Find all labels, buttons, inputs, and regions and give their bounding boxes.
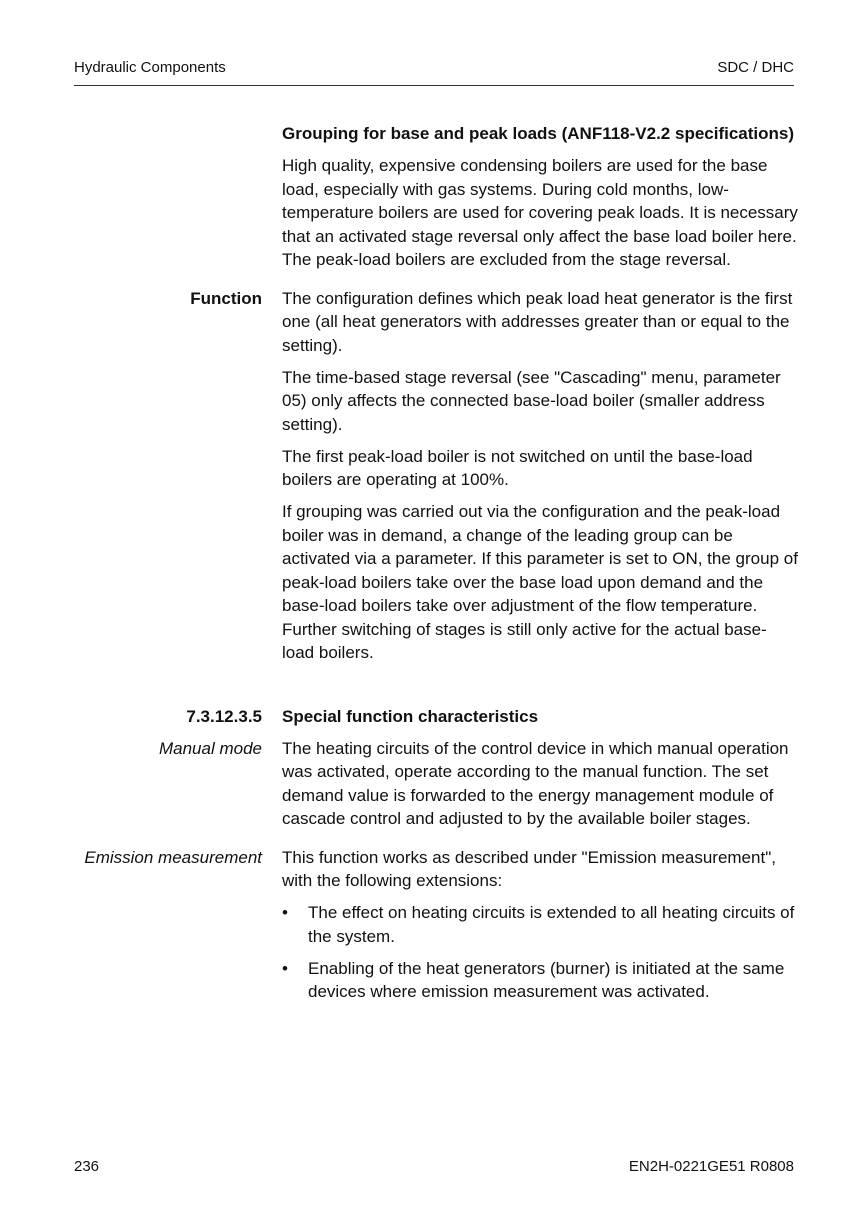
bullet-icon: • bbox=[282, 958, 288, 978]
emission-section bbox=[0, 846, 868, 1004]
manual-mode-label: Manual mode bbox=[158, 738, 262, 758]
page-header bbox=[74, 57, 794, 86]
header-product: SDC / DHC bbox=[717, 59, 794, 76]
list-item bbox=[282, 957, 798, 1004]
section-number: 7.3.12.3.5 bbox=[186, 706, 262, 726]
function-paragraph-1: The configuration defines which peak load heat generator is the first one (all heat generators with addresses greater than or equal to the setting). bbox=[282, 288, 793, 355]
list-item-text: The effect on heating circuits is extended to all heating circuits of the system. bbox=[308, 903, 795, 946]
emission-paragraph: This function works as described under "Emission measurement", with the following extensions: bbox=[282, 847, 776, 890]
emission-bullet-list bbox=[282, 901, 798, 1004]
function-paragraph-4: If grouping was carried out via the configuration and the peak-load boiler was in demand, a change of the leading group can be activated via a parameter. If this parameter is set to ON, the group of peak-load boilers take over the base load upon demand and the base-load boilers take over adjustment of the flow temperature. Further switching of stages is still only active for the actual base-load boilers. bbox=[282, 502, 798, 662]
grouping-paragraph: High quality, expensive condensing boilers are used for the base load, especially with gas systems. During cold months, low-temperature boilers are used for covering peak loads. It is necessary that an activated stage reversal only affect the base load boiler here. The peak-load boilers are excluded from the stage reversal. bbox=[282, 156, 798, 269]
function-paragraph-3: The first peak-load boiler is not switched on until the base-load boilers are operating at 100%. bbox=[282, 446, 753, 489]
section-title: Special function characteristics bbox=[282, 706, 539, 726]
function-paragraph-2: The time-based stage reversal (see "Cascading" menu, parameter 05) only affects the connected base-load boiler (smaller address setting). bbox=[282, 367, 781, 434]
manual-mode-section bbox=[0, 737, 868, 831]
header-title: Hydraulic Components bbox=[74, 59, 226, 76]
function-section bbox=[0, 287, 868, 665]
bullet-icon: • bbox=[282, 903, 288, 922]
function-label: Function bbox=[190, 288, 262, 308]
document-code: EN2H-0221GE51 R0808 bbox=[628, 1158, 794, 1175]
list-item bbox=[282, 901, 798, 948]
section-heading-row bbox=[0, 705, 868, 729]
manual-mode-paragraph: The heating circuits of the control device in which manual operation was activated, operate according to the manual function. The set demand value is forwarded to the energy management module of cascade control and adjusted to by the available boiler stages. bbox=[282, 738, 789, 828]
page-number: 236 bbox=[74, 1158, 100, 1175]
list-item-text: Enabling of the heat generators (burner) is initiated at the same devices where emission measurement was activated. bbox=[308, 958, 785, 1001]
emission-label: Emission measurement bbox=[84, 847, 262, 867]
grouping-section bbox=[0, 122, 868, 272]
grouping-heading: Grouping for base and peak loads (ANF118-V2.2 specifications) bbox=[282, 124, 795, 143]
page-content bbox=[0, 122, 868, 1012]
